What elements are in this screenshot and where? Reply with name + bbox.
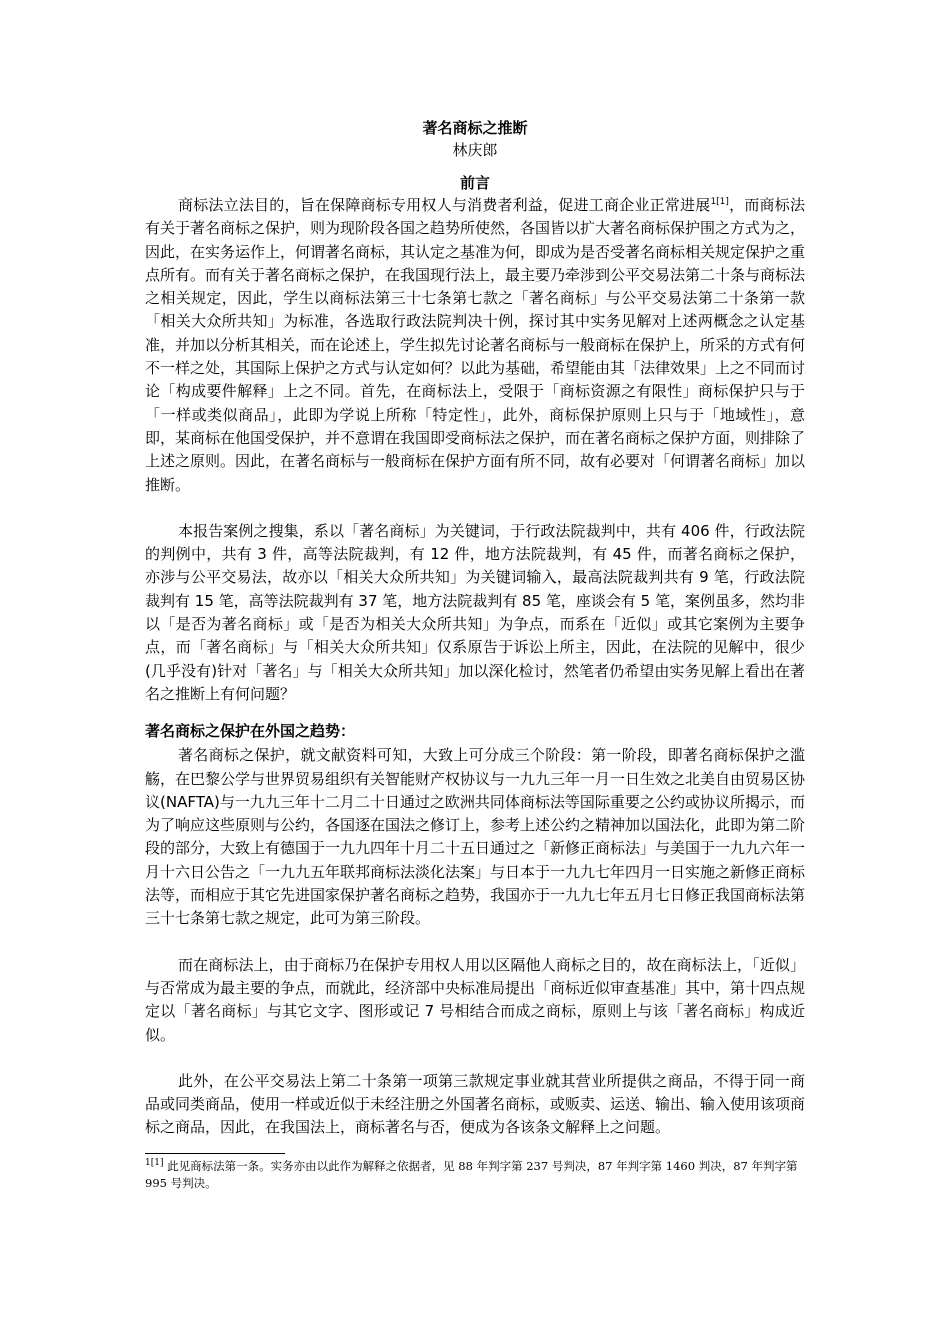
footnote (145, 1158, 805, 1192)
section-heading-preface: 前言 (459, 174, 490, 192)
foreign-trends-paragraph-1: 著名商标之保护，就文献资料可知，大致上可分成三个阶段：第一阶段，即著名商标保护之滥觞，在巴黎公学与世界贸易组织有关智能财产权协议与一九九三年一月一日生效之北美自由贸易区协议(NAFTA)与一九九三年十二月二十日通过之欧洲共同体商标法等国际重要之公约或协议所揭示，而为了响应这些原则与公约，各国逐在国法之修订上，参考上述公约之精神加以国法化，此即为第二阶段的部分，大致上有德国于一九九四年十月二十五日通过之「新修正商标法」与美国于一九九六年一月十六日公告之「一九九五年联邦商标法淡化法案」与日本于一九九七年四月一日实施之新修正商标法等，而相应于其它先进国家保护著名商标之趋势，我国亦于一九九七年五月七日修正我国商标法第三十七条第七款之规定，此可为第三阶段。 (145, 746, 806, 928)
document-body (145, 117, 805, 1192)
preface-paragraph-1 (145, 194, 805, 497)
footnote-marker: 1[1] (145, 1157, 164, 1168)
document-author: 林庆郎 (452, 141, 498, 159)
footnote-text: 此见商标法第一条。实务亦由以此作为解释之依据者，见 88 年判字第 237 号判决，87 年判字第 1460 判决，87 年判字第 995 号判决。 (145, 1158, 798, 1190)
preface-paragraph-2: 本报告案例之搜集，系以「著名商标」为关键词，于行政法院裁判中，共有 406 件，行政法院的判例中，共有 3 件，高等法院裁判，有 12 件，地方法院裁判，有 45 件，而著名商标之保护，亦涉与公平交易法，故亦以「相关大众所共知」为关键词输入，最高法院裁判共有 9 笔，行政法院裁判有 15 笔，高等法院裁判有 37 笔，地方法院裁判有 85 笔，座谈会有 5 笔，案例虽多，然均非以「是否为著名商标」或「是否为相关大众所共知」为争点，而系在「近似」或其它案例为主要争点，而「著名商标」与「相关大众所共知」仅系原告于诉讼上所主，因此，在法院的见解中，很少(几乎没有)针对「著名」与「相关大众所共知」加以深化检讨，然笔者仍希望由实务见解上看出在著名之推断上有何问题？ (145, 521, 805, 703)
foreign-trends-paragraph-3: 此外，在公平交易法上第二十条第一项第三款规定事业就其营业所提供之商品，不得于同一商品或同类商品，使用一样或近似于未经注册之外国著名商标，或贩卖、运送、输出、输入使用该项商标之商品，因此，在我国法上，商标著名与否，便成为各该条文解释上之问题。 (145, 1071, 806, 1137)
foreign-trends-paragraph-2: 而在商标法上，由于商标乃在保护专用权人用以区隔他人商标之目的，故在商标法上，「近似」与否常成为最主要的争点，而就此，经济部中央标准局提出「商标近似审查基准」其中，第十四点规定以「著名商标」与其它文字、图形或记 7 号相结合而成之商标，原则上与该「著名商标」构成近似。 (145, 955, 806, 1044)
paragraph-text: 商标法立法目的，旨在保障商标专用权人与消费者利益，促进工商企业正常进展 (178, 196, 711, 214)
document-title: 著名商标之推断 (422, 119, 528, 137)
section-heading-foreign-trends: 著名商标之保护在外国之趋势： (145, 722, 356, 741)
footnote-reference[interactable]: 1[1] (710, 197, 729, 207)
footnote-separator (145, 1153, 285, 1154)
paragraph-text: ，而商标法有关于著名商标之保护，则为现阶段各国之趋势所使然，各国皆以扩大著名商标保护围之方式为之，因此，在实务运作上，何谓著名商标，其认定之基准为何，即成为是否受著名商标相关规定保护之重点所有。而有关于著名商标之保护，在我国现行法上，最主要乃牵涉到公平交易法第二十条与商标法之相关规定，因此，学生以商标法第三十七条第七款之「著名商标」与公平交易法第二十条第一款「相关大众所共知」为标准，各选取行政法院判决十例，探讨其中实务见解对上述两概念之认定基准，并加以分析其相关，而在论述上，学生拟先讨论著名商标与一般商标在保护上，所采的方式有何不一样之处，其国际上保护之方式与认定如何？以此为基础，希望能由其「法律效果」上之不同而讨论「构成要件解释」上之不同。首先，在商标法上，受限于「商标资源之有限性」商标保护只与于「一样或类似商品」，此即为学说上所称「特定性」，此外，商标保护原则上只与于「地域性」，意即，某商标在他国受保护，并不意谓在我国即受商标法之保护，而在著名商标之保护方面，则排除了上述之原则。因此，在著名商标与一般商标在保护方面有所不同，故有必要对「何谓著名商标」加以推断。 (145, 196, 806, 494)
